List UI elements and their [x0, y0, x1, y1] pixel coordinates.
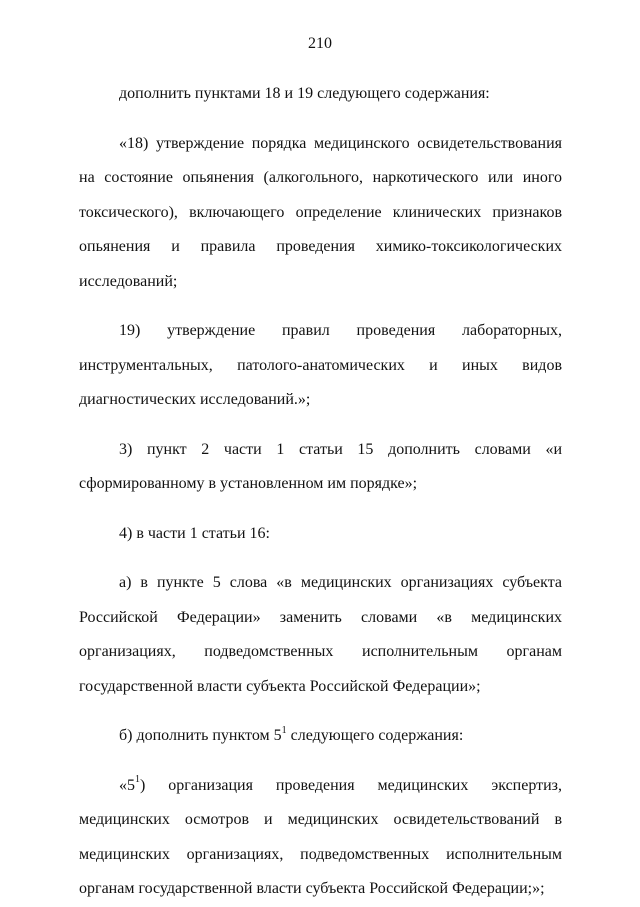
- page-number: 210: [308, 35, 332, 52]
- document-body: [79, 77, 562, 907]
- superscript-marker: 1: [281, 724, 287, 736]
- superscript-marker: 1: [135, 774, 140, 786]
- paragraph-item-5-1: [79, 769, 562, 907]
- paragraph-item-a: а) в пункте 5 слова «в медицинских организациях субъекта Российской Федерации» заменить словами «в медицинских организациях, подведомственных исполнительным органам государственной власти субъекта Российской Федерации»;: [79, 574, 562, 695]
- paragraph-item-b-tail: следующего содержания:: [286, 727, 464, 744]
- paragraph-item-3: 3) пункт 2 части 1 статьи 15 дополнить словами «и сформированному в установленном им порядке»;: [79, 440, 562, 492]
- paragraph-item-19: 19) утверждение правил проведения лабораторных, инструментальных, патолого-анатомических и иных видов диагностических исследований.»;: [79, 322, 562, 408]
- paragraph-item-b-text: б) дополнить пунктом 5: [119, 727, 282, 744]
- paragraph-item-5-1-prefix: «5: [119, 776, 135, 794]
- paragraph-item-5-1-text: ) организация проведения медицинских экспертиз, медицинских осмотров и медицинских освидетельствований в медицинских организациях, подведомственных исполнительным органам государственной власти субъекта Российской Федерации;»;: [79, 776, 562, 897]
- paragraph-item-b: [79, 719, 562, 754]
- paragraph-item-4: 4) в части 1 статьи 16:: [119, 524, 270, 542]
- paragraph-item-18: «18) утверждение порядка медицинского освидетельствования на состояние опьянения (алкогольного, наркотического или иного токсического), включающего определение клинических признаков опьянения и правила проведения химико-токсикологических исследований;: [79, 134, 562, 290]
- paragraph-intro: дополнить пунктами 18 и 19 следующего содержания:: [119, 85, 490, 102]
